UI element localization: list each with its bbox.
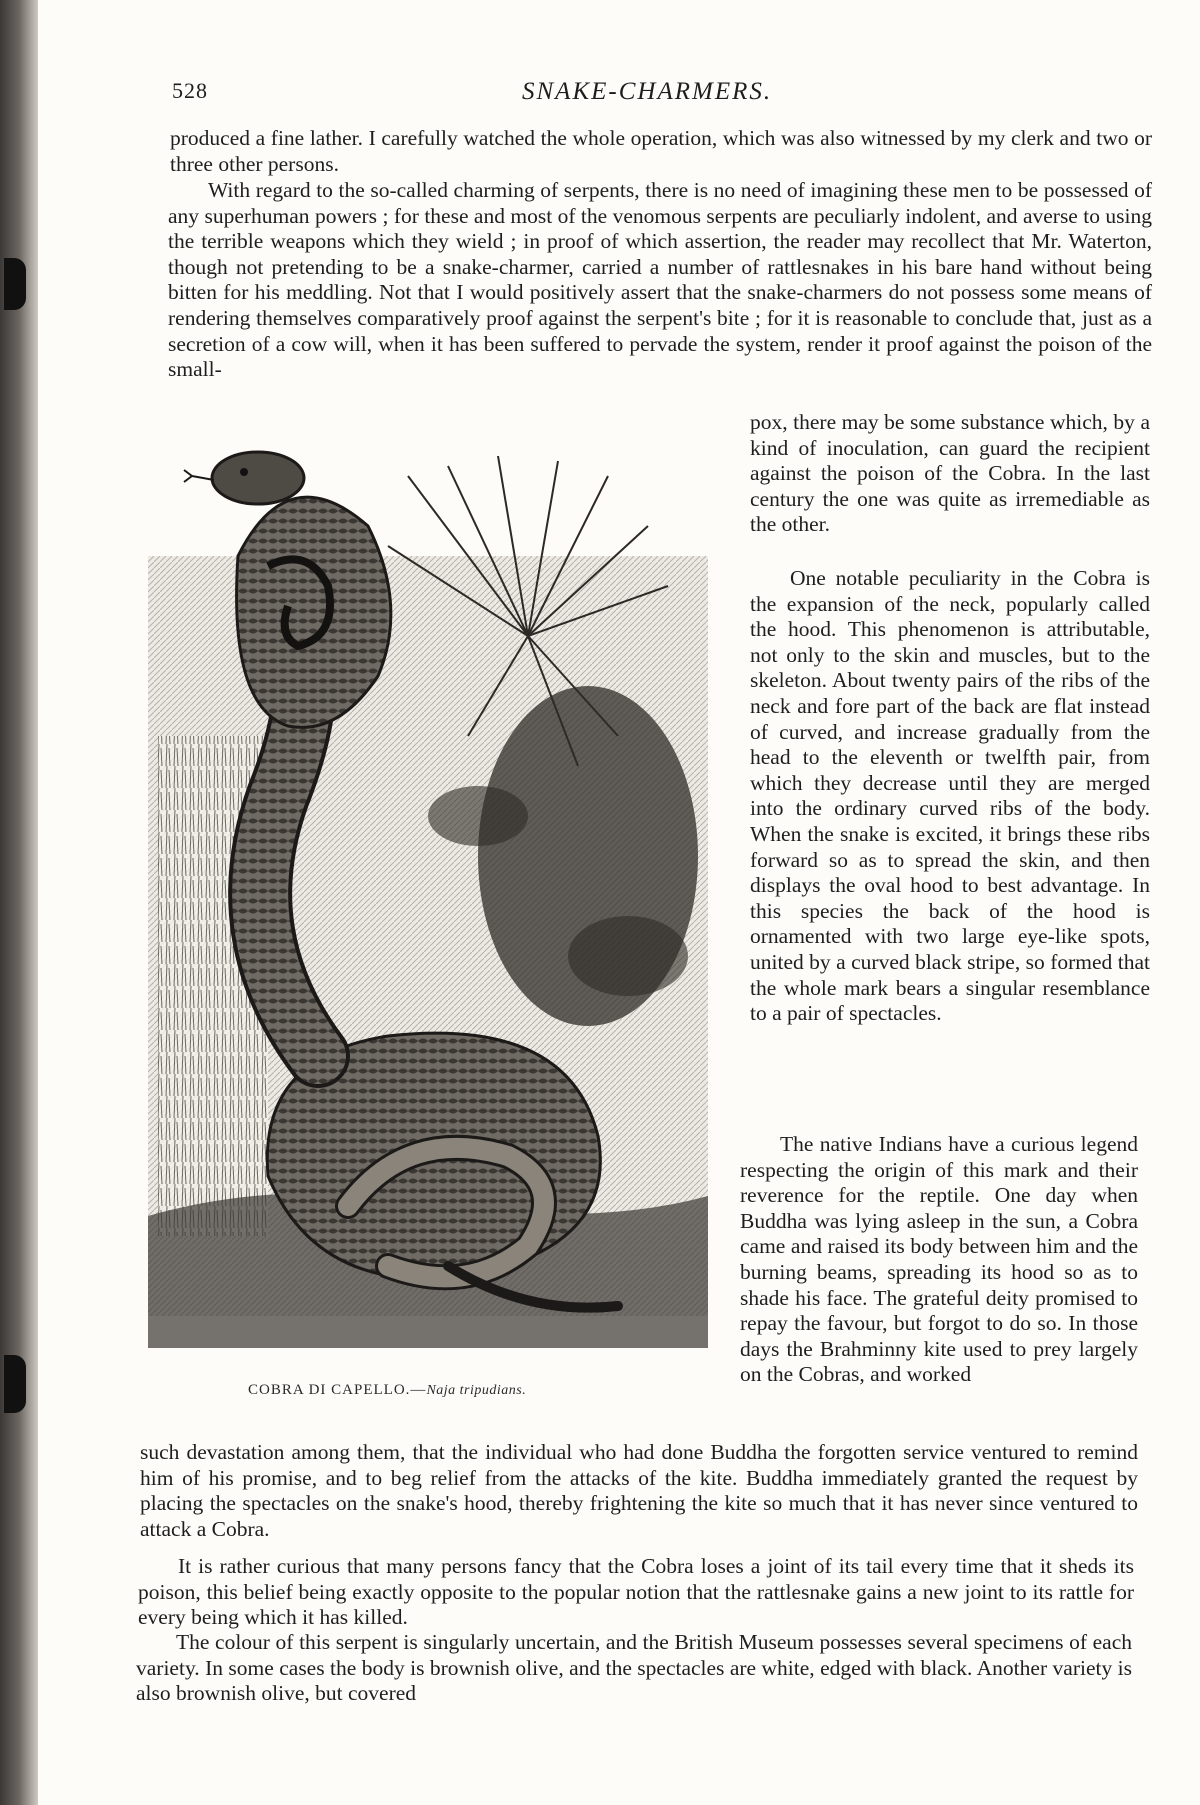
caption-scientific-name: Naja tripudians.: [426, 1383, 527, 1398]
page-title: SNAKE-CHARMERS.: [522, 78, 773, 105]
cobra-illustration: [148, 436, 708, 1348]
page-number: 528: [172, 78, 208, 103]
page-tab-marker: [4, 1355, 26, 1413]
running-header: [172, 78, 1152, 112]
paragraph-intro: produced a fine lather. I carefully watched the whole operation, which was also witnessed by my clerk and two or three other persons.: [170, 126, 1152, 176]
paragraph-charming: With regard to the so-called charming of serpents, there is no need of imagining these men to be possessed of any superhuman powers ; for these and most of the venomous serpents are peculiarly indolent, and averse to using the terrible weapons which they wield ; in proof of which assertion, the reader may recollect that Mr. Waterton, though not pretending to be a snake-charmer, carried a number of rattlesnakes in his bare hand without being bitten for his meddling. Not that I would positively assert that the snake-charmers do not possess some means of rendering themselves comparatively proof against the serpent's bite ; for it is reasonable to conclude that, just as a secretion of a cow will, when it has been suffered to pervade the system, render it proof against the poison of the small-: [168, 178, 1152, 382]
paragraph-charming-continued: pox, there may be some substance which, by a kind of inoculation, can guard the recipient against the poison of the Cobra. In the last century the one was quite as irremediable as the other.: [750, 410, 1150, 537]
paragraph-legend-continued: such devastation among them, that the individual who had done Buddha the forgotten service ventured to remind him of his promise, and to beg relief from the attacks of the kite. Buddha immediately granted the request by placing the spectacles on the snake's hood, thereby frightening the kite so much that it has never since ventured to attack a Cobra.: [140, 1440, 1138, 1541]
figure-caption: [248, 1382, 668, 1399]
paragraph-hood: One notable peculiarity in the Cobra is the expansion of the neck, popularly called the hood. This phenomenon is attributable, not only to the skin and muscles, but to the skeleton. About twenty pairs of the ribs of the neck and fore part of the back are flat instead of curved, and increase gradually from the head to the eleventh or twelfth pair, from which they decrease until they are merged into the ordinary curved ribs of the body. When the snake is excited, it brings these ribs forward so as to spread the skin, and then displays the oval hood to best advantage. In this species the back of the hood is ornamented with two large eye-like spots, united by a curved black stripe, so formed that the whole mark bears a singular resemblance to a pair of spectacles.: [750, 566, 1150, 1026]
paragraph-legend: The native Indians have a curious legend respecting the origin of this mark and their reverence for the reptile. One day when Buddha was lying asleep in the sun, a Cobra came and raised its body between him and the burning beams, spreading its hood so as to shade his face. The grateful deity promised to repay the favour, but forgot to do so. In those days the Brahminny kite used to prey largely on the Cobras, and worked: [740, 1132, 1138, 1387]
paragraph-tail-joint: It is rather curious that many persons fancy that the Cobra loses a joint of its tail every time that it sheds its poison, this belief being exactly opposite to the popular notion that the rattlesnake gains a new joint to its rattle for every being which it has killed.: [138, 1554, 1134, 1630]
page-tab-marker: [4, 258, 26, 310]
paragraph-colour: The colour of this serpent is singularly uncertain, and the British Museum possesses several specimens of each variety. In some cases the body is brownish olive, and the spectacles are white, edged with black. Another variety is also brownish olive, but covered: [136, 1630, 1132, 1706]
caption-title: COBRA DI CAPELLO.—: [248, 1382, 427, 1398]
